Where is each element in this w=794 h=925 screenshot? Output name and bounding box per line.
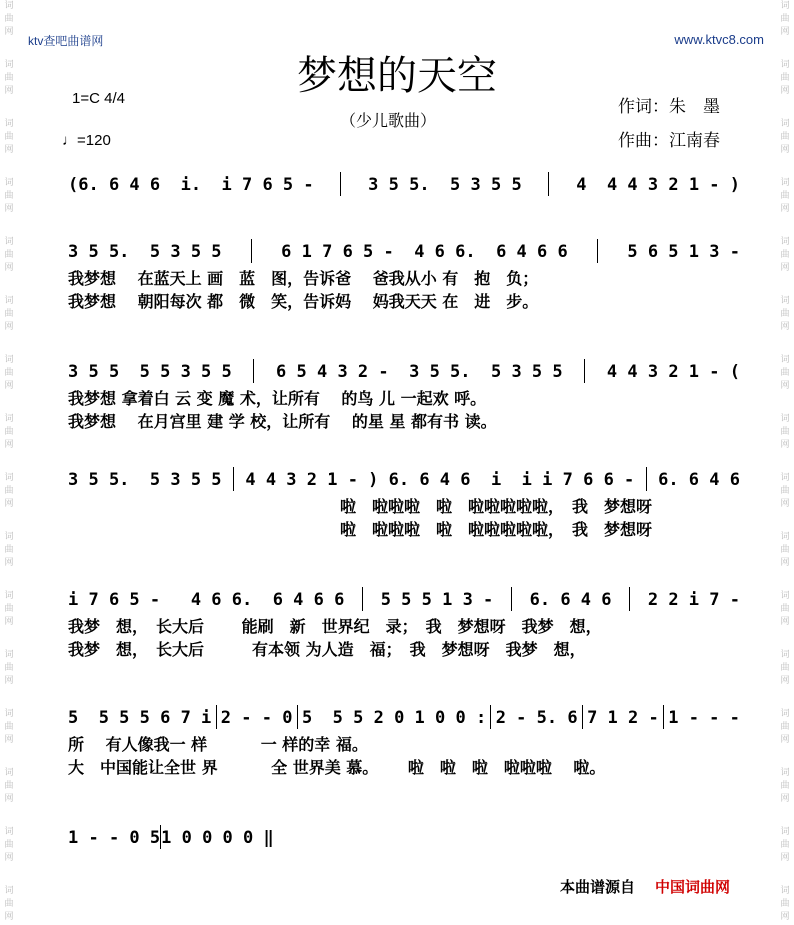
source-link[interactable]: 中国词曲网 [655, 878, 731, 896]
measure: 5 5 5 1 3 - [380, 590, 494, 610]
measure: 4 4 3 2 1 - ( [606, 362, 740, 382]
watermark-text: 词曲网 [780, 178, 790, 214]
measure: (6. 6 4 6 i. i 7 6 5 - [68, 175, 314, 195]
watermark-text: 词曲网 [4, 237, 14, 273]
measure: 6 1 7 6 5 - 4 6 6. 6 4 6 6 [281, 242, 568, 262]
measure: 5 6 5 1 3 - [627, 242, 740, 262]
watermark-text: 词曲网 [780, 296, 790, 332]
score-system [68, 590, 740, 661]
measure: 2 - - 0 [220, 708, 293, 728]
barline [582, 705, 583, 729]
song-title: 梦想的天空 [297, 53, 497, 99]
watermark-left [2, 0, 16, 925]
watermark-text: 词曲网 [4, 296, 14, 332]
watermark-text: 词曲网 [4, 709, 14, 745]
barline [629, 587, 630, 611]
lyric-line: 我梦 想， 长大后 能刷 新 世界纪 录； 我 梦想呀 我梦 想， [68, 617, 602, 636]
watermark-text: 词曲网 [780, 886, 790, 922]
barline [233, 467, 234, 491]
barline [646, 467, 647, 491]
notation-line [68, 175, 740, 196]
lyric-line: 我梦想 在月宫里 建 学 校，让所有 的星 星 都有书 读。 [68, 412, 497, 431]
measure: 6 5 4 3 2 - 3 5 5. 5 3 5 5 [276, 362, 563, 382]
lyricist-credit: 作词：朱 墨 [618, 97, 720, 117]
measure: 2 2 i 7 - [647, 590, 740, 610]
watermark-text: 词曲网 [4, 827, 14, 863]
watermark-text: 词曲网 [4, 473, 14, 509]
score-system [68, 828, 274, 849]
watermark-text: 词曲网 [780, 414, 790, 450]
watermark-text: 词曲网 [4, 650, 14, 686]
lyric-line: 我梦想 在蓝天上 画 蓝 图，告诉爸 爸我从小 有 抱 负； [68, 269, 539, 288]
measure: 1 - - 0 5 [68, 828, 161, 848]
lyric-line: 大 中国能让全世 界 全 世界美 慕。 啦 啦 啦 啦啦啦 啦。 [68, 758, 606, 777]
measure: 6. 6 4 6 [529, 590, 612, 610]
watermark-text: 词曲网 [4, 886, 14, 922]
measure: 5 5 5 2 0 1 0 0 : [301, 708, 487, 728]
measure: 1 0 0 0 0 ‖ [161, 828, 274, 848]
measure: 5 5 5 5 6 7 i [68, 708, 212, 728]
barline [548, 172, 549, 196]
score-system [68, 362, 740, 433]
watermark-text: 词曲网 [780, 119, 790, 155]
lyric-line: 我梦想 拿着白 云 变 魔 术，让所有 的鸟 儿 一起欢 呼。 [68, 389, 487, 408]
site-name-left[interactable]: ktv查吧曲谱网 [28, 34, 104, 48]
watermark-text: 词曲网 [780, 60, 790, 96]
measure: 6. 6 4 6 [658, 470, 740, 490]
barline [584, 359, 585, 383]
notation-line [68, 708, 740, 729]
barline [597, 239, 598, 263]
watermark-text: 词曲网 [780, 237, 790, 273]
score-system [68, 175, 740, 196]
barline [253, 359, 254, 383]
barline [340, 172, 341, 196]
notation-line [68, 590, 740, 611]
measure: i 7 6 5 - 4 6 6. 6 4 6 6 [68, 590, 345, 610]
watermark-text: 词曲网 [4, 355, 14, 391]
lyric-line: 啦 啦啦啦 啦 啦啦啦啦啦， 我 梦想呀 [68, 520, 653, 539]
barline [251, 239, 252, 263]
watermark-text: 词曲网 [4, 768, 14, 804]
watermark-text: 词曲网 [4, 178, 14, 214]
lyric-line: 我梦 想， 长大后 有本领 为人造 福； 我 梦想呀 我梦 想， [68, 640, 586, 659]
song-subtitle: （少儿歌曲） [340, 111, 437, 130]
barline [216, 705, 217, 729]
watermark-text: 词曲网 [780, 473, 790, 509]
measure: 4 4 4 3 2 1 - ) [576, 175, 740, 195]
watermark-text: 词曲网 [780, 532, 790, 568]
watermark-text: 词曲网 [780, 709, 790, 745]
watermark-text: 词曲网 [780, 650, 790, 686]
watermark-text: 词曲网 [4, 532, 14, 568]
source-label: 本曲谱源自 [560, 878, 636, 896]
watermark-text: 词曲网 [780, 1, 790, 37]
measure: 7 1 2 - [587, 708, 659, 728]
notation-line [68, 828, 274, 849]
measure: 2 - 5. 6 [495, 708, 578, 728]
watermark-text: 词曲网 [4, 414, 14, 450]
barline [362, 587, 363, 611]
lyric-line: 所 有人像我一 样 一 样的幸 福。 [68, 735, 368, 754]
source-credit [560, 876, 730, 897]
watermark-text: 词曲网 [4, 1, 14, 37]
composer-credit: 作曲：江南春 [618, 131, 720, 151]
barline [490, 705, 491, 729]
score-system [68, 470, 740, 541]
watermark-text: 词曲网 [4, 119, 14, 155]
tempo-marking: ♩=120 [62, 132, 111, 149]
lyric-line: 啦 啦啦啦 啦 啦啦啦啦啦， 我 梦想呀 [68, 497, 653, 516]
measure: 1 - - - [668, 708, 740, 728]
measure: 3 5 5 5 5 3 5 5 [68, 362, 232, 382]
lyric-line: 我梦想 朝阳每次 都 微 笑，告诉妈 妈我天天 在 进 步。 [68, 292, 539, 311]
key-signature: 1=C 4/4 [72, 90, 125, 107]
watermark-text: 词曲网 [4, 60, 14, 96]
measure: 4 4 3 2 1 - ) 6. 6 4 6 i i i 7 6 6 - [245, 470, 635, 490]
watermark-right [778, 0, 792, 925]
watermark-text: 词曲网 [780, 591, 790, 627]
watermark-text: 词曲网 [4, 591, 14, 627]
barline [663, 705, 664, 729]
watermark-text: 词曲网 [780, 355, 790, 391]
watermark-text: 词曲网 [780, 827, 790, 863]
barline [511, 587, 512, 611]
notation-line [68, 242, 740, 263]
score-system [68, 708, 740, 779]
notation-line [68, 362, 740, 383]
measure: 3 5 5. 5 3 5 5 [68, 242, 222, 262]
barline [297, 705, 298, 729]
watermark-text: 词曲网 [780, 768, 790, 804]
measure: 3 5 5. 5 3 5 5 [68, 470, 222, 490]
site-url-right[interactable]: www.ktvc8.com [674, 32, 764, 47]
score-system [68, 242, 740, 313]
measure: 3 5 5. 5 3 5 5 [368, 175, 522, 195]
notation-line [68, 470, 740, 491]
